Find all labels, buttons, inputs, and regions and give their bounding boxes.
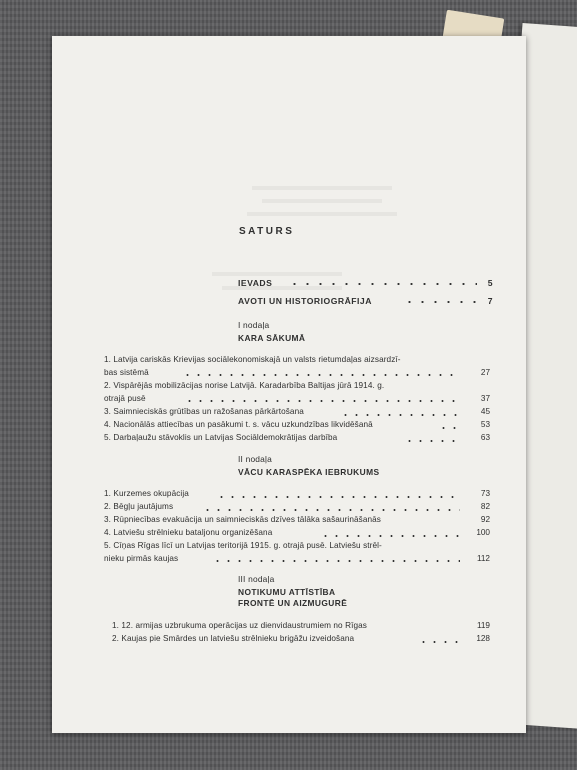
dot-leader — [216, 496, 460, 498]
chapter-title: NOTIKUMU ATTĪSTĪBA FRONTĒ UN AIZMUGURĒ — [238, 587, 348, 608]
toc-entry — [104, 432, 490, 445]
toc-entry — [104, 527, 490, 540]
toc-entry — [104, 488, 490, 501]
entry-text: 3. Saimnieciskās grūtības un ražošanas pārkārtošana — [104, 407, 304, 416]
page-number: 27 — [480, 367, 490, 377]
entry-text: 2. Bēgļu jautājums — [104, 502, 174, 511]
dot-leader — [404, 440, 460, 442]
chapter-number: II nodaļa — [238, 454, 272, 464]
page-number: 5 — [487, 278, 493, 288]
show-through — [252, 186, 392, 190]
toc-entry — [104, 540, 490, 565]
entry-text: 4. Latviešu strēlnieku bataljonu organizēšana — [104, 528, 273, 537]
chapter-title: KARA SĀKUMĀ — [238, 333, 306, 343]
toc-entry — [104, 354, 490, 379]
toc-entry — [112, 620, 490, 633]
page-number: 7 — [487, 296, 493, 306]
show-through — [262, 199, 382, 203]
dot-leader — [288, 283, 477, 285]
toc-entry — [104, 419, 490, 432]
chapter-number: III nodaļa — [238, 574, 275, 584]
page-number: 63 — [480, 433, 490, 442]
page-number: 92 — [480, 515, 490, 524]
toc-entry — [104, 514, 490, 527]
page-number: 112 — [476, 553, 490, 563]
toc-entry — [238, 278, 493, 288]
entry-label: AVOTI UN HISTORIOGRĀFIJA — [238, 296, 372, 306]
entry-text: 2. Kaujas pie Smārdes un latviešu strēlnieku brigāžu izveidošana — [112, 634, 355, 643]
dot-leader — [403, 301, 477, 303]
show-through — [212, 272, 342, 276]
entry-text: 1. Kurzemes okupācija — [104, 489, 189, 498]
entry-text: 1. 12. armijas uzbrukuma operācijas uz dienvidaustrumiem no Rīgas — [112, 621, 367, 630]
dot-leader — [212, 560, 460, 562]
entry-text: 3. Rūpniecības evakuācija un saimnieciskās dzīves tālāka sašaurināšanās — [104, 515, 381, 524]
chapter-number: I nodaļa — [238, 320, 270, 330]
dot-leader — [418, 641, 460, 643]
book-page — [52, 36, 526, 733]
entry-text: 2. Vispārējās mobilizācijas norise Latvijā. Karadarbība Baltijas jūrā 1914. g. otrajā pusē — [104, 381, 385, 403]
show-through — [247, 212, 397, 216]
toc-entry — [104, 380, 490, 405]
dot-leader — [438, 427, 460, 429]
page-number: 82 — [480, 502, 490, 511]
entry-text: 5. Darbaļaužu stāvoklis un Latvijas Sociāldemokrātijas darbība — [104, 433, 338, 442]
dot-leader — [182, 374, 460, 376]
toc-entry — [104, 501, 490, 514]
entry-text: 1. Latvija cariskās Krievijas sociālekonomiskajā un valsts rietumdaļas aizsardzī- bas sistēmā — [104, 355, 401, 377]
toc-entry — [104, 406, 490, 419]
dot-leader — [340, 414, 460, 416]
entry-label: IEVADS — [238, 278, 273, 288]
page-number: 119 — [476, 621, 490, 630]
page-number: 45 — [480, 407, 490, 416]
page-number: 73 — [480, 489, 490, 498]
page-number: 53 — [480, 420, 490, 429]
entry-text: 4. Nacionālās attiecības un pasākumi t. s. vācu uzkundzības likvidēšanā — [104, 420, 373, 429]
page-number: 100 — [476, 528, 490, 537]
page-number: 37 — [480, 393, 490, 403]
toc-entry — [238, 296, 493, 306]
entry-text: 5. Cīņas Rīgas līcī un Latvijas teritorijā 1915. g. otrajā pusē. Latviešu strēl- nieku pirmās kaujas — [104, 541, 382, 563]
dot-leader — [320, 535, 460, 537]
dot-leader — [202, 509, 460, 511]
toc-entry — [112, 633, 490, 646]
page-number: 128 — [476, 634, 490, 643]
chapter-title: VĀCU KARASPĒKA IEBRUKUMS — [238, 467, 380, 477]
dot-leader — [184, 400, 460, 402]
toc-title: SATURS — [239, 226, 295, 237]
